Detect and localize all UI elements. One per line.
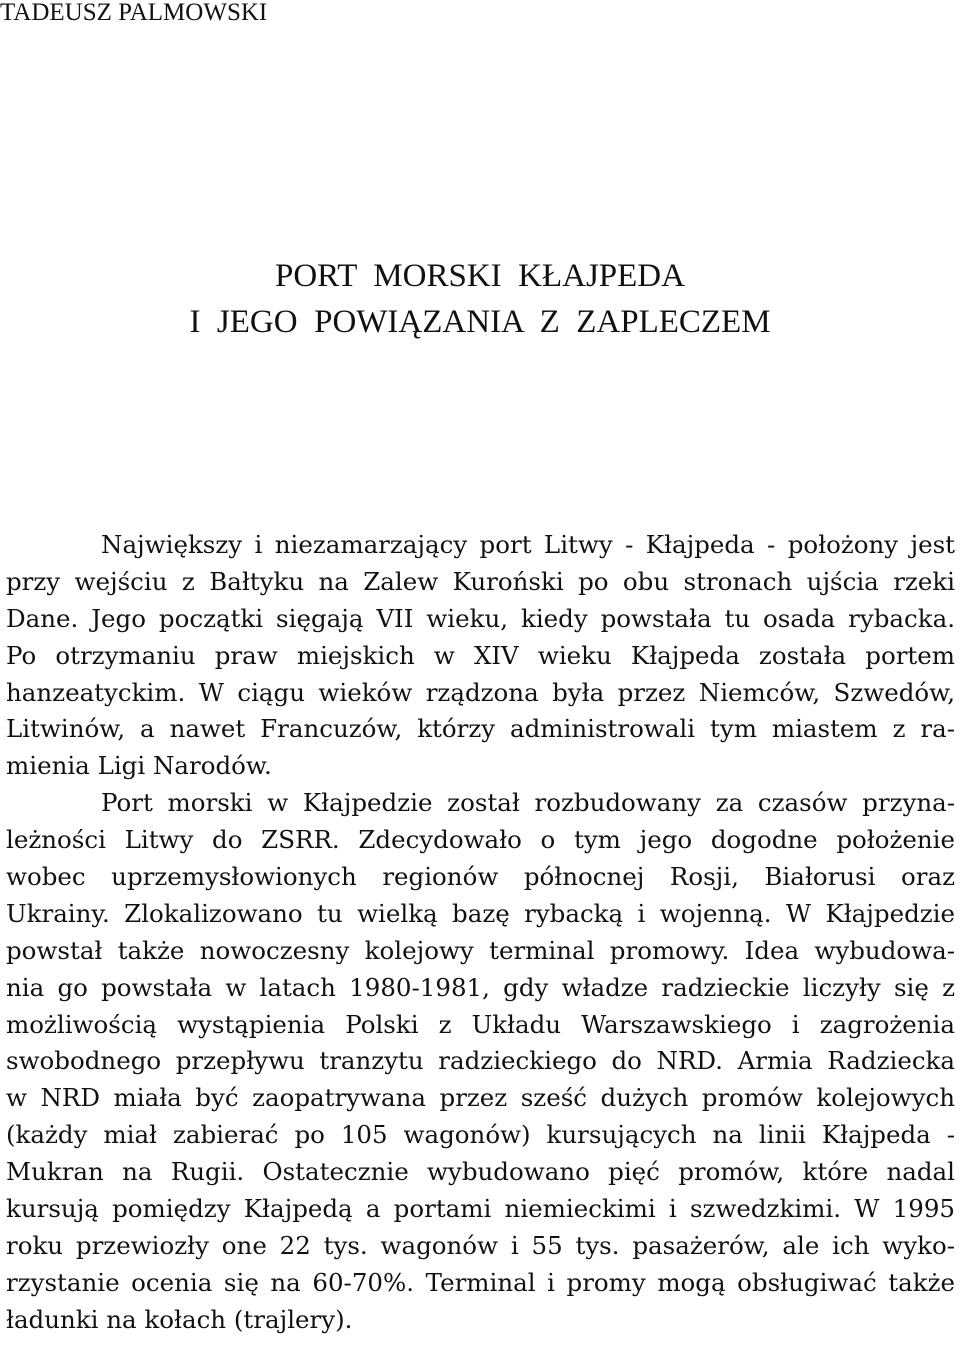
paragraph-line: nia go powstała w latach 1980-1981, gdy władze radzieckie liczyły się z [6, 972, 955, 1002]
paragraph-line: w NRD miała być zaopatrywana przez sześć dużych promów kolejowych [6, 1083, 955, 1113]
article-title-line-1: PORT MORSKI KŁAJPEDA [275, 258, 685, 294]
article-body [6, 527, 955, 1339]
paragraph-line: Największy i niezamarzający port Litwy - Kłajpeda - położony jest [101, 530, 955, 559]
paragraph-line: wobec uprzemysłowionych regionów północnej Rosji, Białorusi oraz [6, 862, 955, 892]
paragraph-line: Po otrzymaniu praw miejskich w XIV wieku Kłajpeda została portem [6, 640, 955, 670]
paragraph-line: przy wejściu z Bałtyku na Zalew Kuroński po obu stronach ujścia rzeki [6, 566, 955, 596]
paragraph-line: kursują pomiędzy Kłajpedą a portami niemieckimi i szwedzkimi. W 1995 [6, 1194, 955, 1224]
paragraph-line: roku przewiozły one 22 tys. wagonów i 55 tys. pasażerów, ale ich wyko- [6, 1230, 955, 1260]
paragraph-line: hanzeatyckim. W ciągu wieków rządzona była przez Niemców, Szwedów, [6, 677, 955, 707]
paragraph-line: Ukrainy. Zlokalizowano tu wielką bazę rybacką i wojenną. W Kłajpedzie [6, 898, 955, 928]
paragraph-line: (każdy miał zabierać po 105 wagonów) kursujących na linii Kłajpeda - [6, 1120, 955, 1150]
paragraph-line: leżności Litwy do ZSRR. Zdecydowało o tym jego dogodne położenie [6, 825, 955, 855]
paragraph-line: mienia Ligi Narodów. [6, 751, 272, 781]
article-title-line-2: I JEGO POWIĄZANIA Z ZAPLECZEM [189, 304, 771, 340]
paragraph-line: rzystanie ocenia się na 60-70%. Terminal i promy mogą obsługiwać także [6, 1267, 955, 1297]
paragraph-line: Port morski w Kłajpedzie został rozbudowany za czasów przyna- [101, 788, 955, 818]
author-name: TADEUSZ PALMOWSKI [0, 0, 268, 26]
paragraph-line: powstał także nowoczesny kolejowy terminal promowy. Idea wybudowa- [6, 935, 955, 965]
paragraph-line: Mukran na Rugii. Ostatecznie wybudowano pięć promów, które nadal [6, 1157, 955, 1187]
paragraph-line: możliwością wystąpienia Polski z Układu Warszawskiego i zagrożenia [6, 1009, 955, 1039]
paragraph-line: Dane. Jego początki sięgają VII wieku, kiedy powstała tu osada rybacka. [6, 603, 955, 633]
paragraph-line: Litwinów, a nawet Francuzów, którzy administrowali tym miastem z ra- [6, 714, 955, 744]
paragraph-line: ładunki na kołach (trajlery). [6, 1304, 353, 1334]
paragraph-line: swobodnego przepływu tranzytu radzieckiego do NRD. Armia Radziecka [6, 1046, 955, 1076]
